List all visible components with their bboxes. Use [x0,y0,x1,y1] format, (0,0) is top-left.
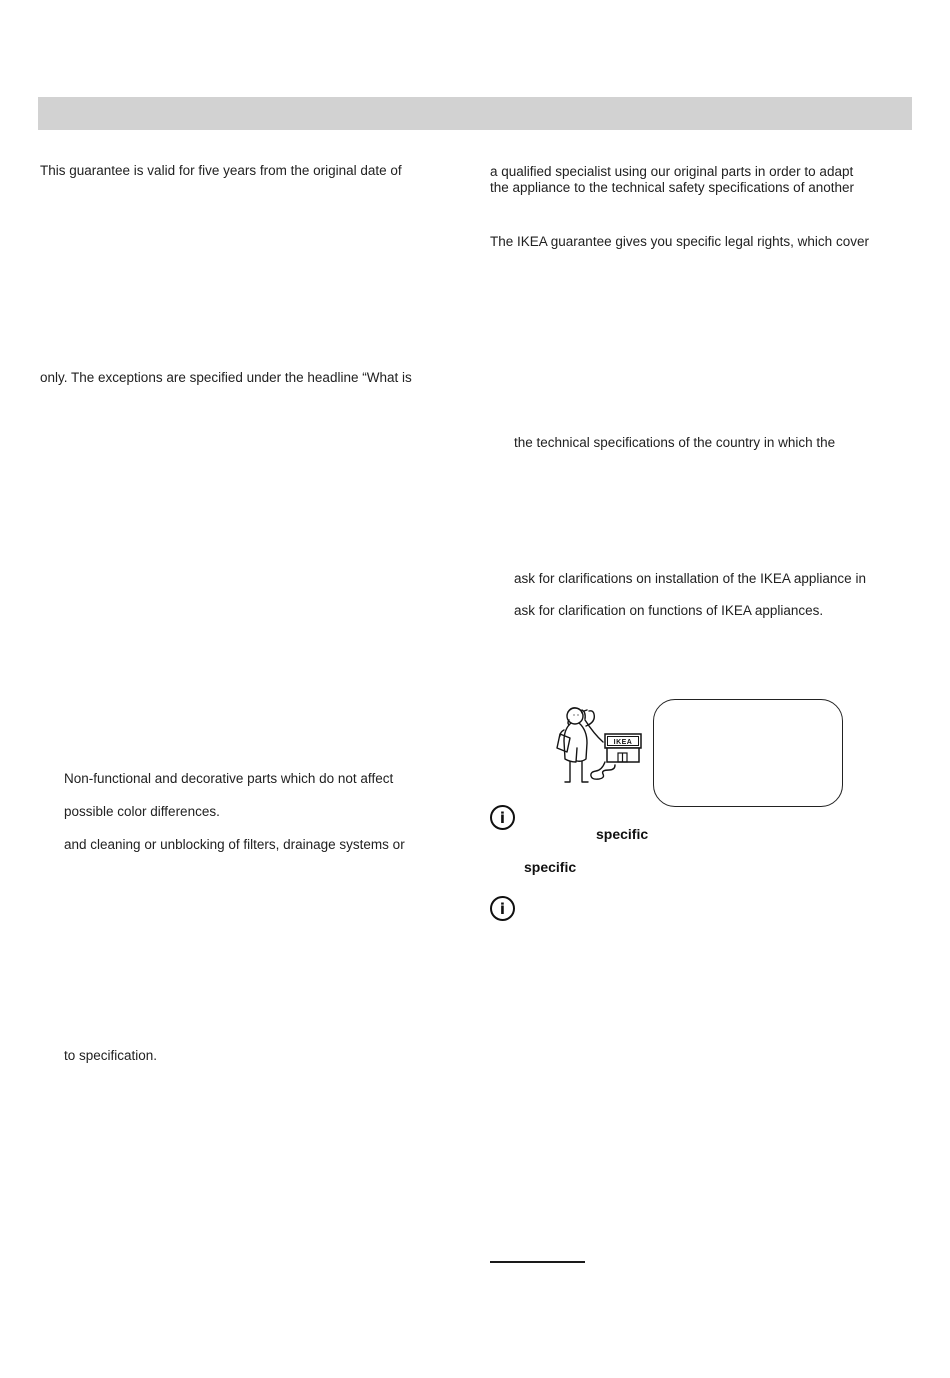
bold-word-specific-1: specific [596,826,649,842]
left-col-line-2: only. The exceptions are specified under the headline “What is [40,370,412,385]
info-icon-glyph: i [499,808,506,827]
left-col-line-1: This guarantee is valid for five years from the original date of [40,163,402,178]
section-title-bar [38,97,912,130]
left-col-line-4: possible color differences. [64,804,220,819]
right-col-line-5: ask for clarification on functions of IKEA appliances. [514,603,824,618]
bold-word-specific-2: specific [524,859,577,875]
right-col-line-1b: the appliance to the technical safety specifications of another [490,180,854,195]
ikea-phone-call-illustration [548,700,648,800]
ikea-store-icon [605,734,641,762]
left-col-line-3: Non-functional and decorative parts which do not affect [64,771,394,786]
right-col-line-4: ask for clarifications on installation of the IKEA appliance in [514,571,866,586]
ikea-logo-text: IKEA [613,739,633,746]
right-col-line-2: The IKEA guarantee gives you specific legal rights, which cover [490,234,869,249]
link-underline[interactable] [490,1261,585,1263]
left-col-line-6: to specification. [64,1048,158,1063]
left-col-line-5: and cleaning or unblocking of filters, drainage systems or [64,837,405,852]
info-icon [490,896,515,921]
info-icon-glyph: i [499,899,506,918]
speech-bubble-box [653,699,843,807]
right-col-line-1a: a qualified specialist using our original parts in order to adapt [490,164,854,179]
right-col-line-3: the technical specifications of the country in which the [514,435,836,450]
info-icon [490,805,515,830]
